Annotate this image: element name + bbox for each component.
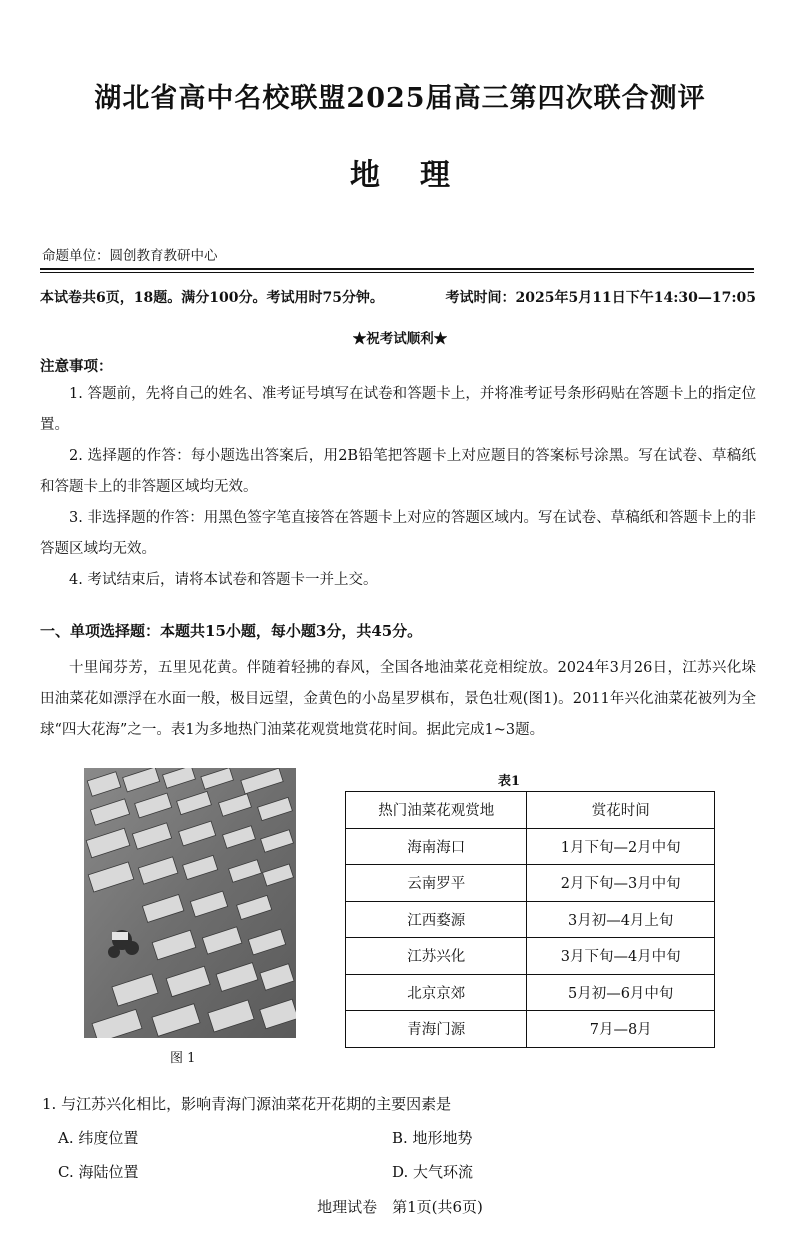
option-c: C. 海陆位置: [58, 1163, 139, 1181]
table-cell: 北京京郊: [346, 974, 527, 1011]
table-cell: 3月初—4月上旬: [527, 901, 715, 938]
subject-title: 地理: [350, 158, 490, 193]
flower-viewing-table: [345, 791, 715, 1048]
table-cell: 1月下旬—2月中旬: [527, 828, 715, 865]
table-cell: 3月下旬—4月中旬: [527, 938, 715, 975]
section-heading: 一、单项选择题：本题共15小题，每小题3分，共45分。: [40, 622, 423, 640]
table-row: [346, 974, 715, 1011]
exam-info: 本试卷共6页，18题。满分100分。考试用时75分钟。: [40, 290, 384, 306]
figure-1-photo: [84, 768, 296, 1038]
table-cell: 江西婺源: [346, 901, 527, 938]
author-unit: 命题单位：圆创教育教研中心: [42, 248, 218, 264]
option-b: B. 地形地势: [392, 1129, 473, 1147]
table-header-cell: 热门油菜花观赏地: [346, 792, 527, 829]
table-cell: 青海门源: [346, 1011, 527, 1048]
page-footer: 地理试卷 第1页(共6页): [317, 1198, 483, 1216]
table-row: [346, 828, 715, 865]
table-cell: 江苏兴化: [346, 938, 527, 975]
table-cell: 2月下旬—3月中旬: [527, 865, 715, 902]
passage: 十里闻芬芳，五里见花黄。伴随着轻拂的春风，全国各地油菜花竞相绽放。2024年3月26日，江苏兴化垛田油菜花如漂浮在水面一般，极目远望，金黄色的小岛星罗棋布，景色壮观(图1)。2011年兴化油菜花被列为全球“四大花海”之一。表1为多地热门油菜花观赏地赏花时间。据此完成1~3题。: [40, 660, 756, 738]
exam-title: 湖北省高中名校联盟2025届高三第四次联合测评: [94, 83, 706, 114]
exam-time: 考试时间：2025年5月11日下午14:30—17:05: [445, 290, 756, 306]
table-cell: 7月—8月: [527, 1011, 715, 1048]
table-header-cell: 赏花时间: [527, 792, 715, 829]
table-header-row: [346, 792, 715, 829]
notice-item-2: 2. 选择题的作答：每小题选出答案后，用2B铅笔把答题卡上对应题目的答案标号涂黑。写在试卷、草稿纸和答题卡上的非答题区域均无效。: [40, 448, 756, 495]
table-cell: 海南海口: [346, 828, 527, 865]
notice-item-3: 3. 非选择题的作答：用黑色签字笔直接答在答题卡上对应的答题区域内。写在试卷、草稿纸和答题卡上的非答题区域均无效。: [40, 510, 756, 557]
option-a: A. 纬度位置: [58, 1129, 139, 1147]
good-luck-line: ★祝考试顺利★: [352, 331, 448, 347]
table-row: [346, 938, 715, 975]
header-rule-thin: [40, 272, 754, 273]
notice-item-4: 4. 考试结束后，请将本试卷和答题卡一并上交。: [69, 572, 378, 588]
notice-item-1: 1. 答题前，先将自己的姓名、准考证号填写在试卷和答题卡上，并将准考证号条形码贴在答题卡上的指定位置。: [40, 386, 756, 433]
table-cell: 5月初—6月中旬: [527, 974, 715, 1011]
table-row: [346, 865, 715, 902]
table-cell: 云南罗平: [346, 865, 527, 902]
figure-caption: 图 1: [170, 1051, 196, 1066]
table-row: [346, 1011, 715, 1048]
notice-heading: 注意事项：: [40, 358, 113, 375]
header-rule-thick: [40, 268, 754, 270]
question-1-stem: 1. 与江苏兴化相比，影响青海门源油菜花开花期的主要因素是: [42, 1095, 452, 1113]
table-caption: 表1: [498, 774, 521, 789]
option-d: D. 大气环流: [392, 1163, 474, 1181]
table-row: [346, 901, 715, 938]
